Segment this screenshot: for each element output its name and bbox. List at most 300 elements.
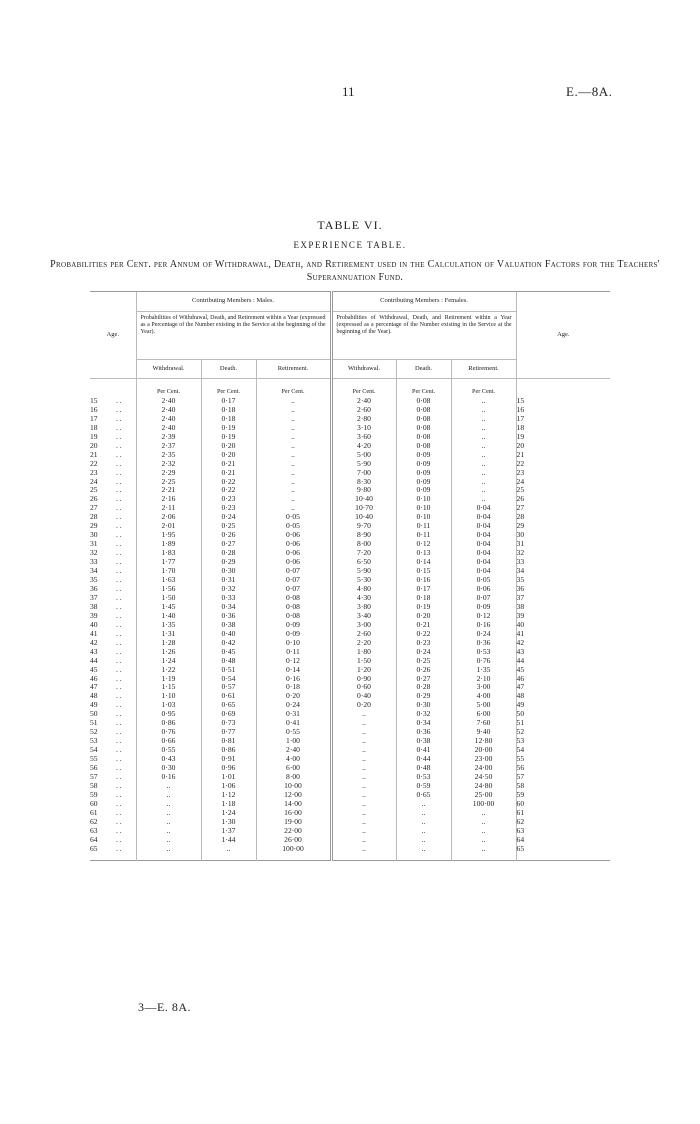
age-cell: 15 (90, 395, 98, 405)
males-withdrawal-cell: 2·39 (136, 433, 201, 442)
males-death-cell: 1·30 (201, 818, 256, 827)
females-withdrawal-cell: 5·00 (331, 451, 396, 460)
females-death-cell: 0·08 (396, 424, 451, 433)
males-withdrawal-cell: 1·70 (136, 567, 201, 576)
leader-dots: . . (116, 476, 122, 486)
males-death-cell: 0·65 (201, 701, 256, 710)
males-retirement-cell: .. (256, 442, 331, 451)
males-death-cell: 0·28 (201, 549, 256, 558)
age-header: Age. (90, 292, 136, 379)
males-withdrawal-cell: 0·95 (136, 710, 201, 719)
females-retirement-cell: 0·07 (451, 594, 516, 603)
age-cell: 21 (90, 449, 98, 459)
females-retirement-cell: 0·04 (451, 531, 516, 540)
age-cell-right: 55 (516, 755, 610, 764)
females-retirement-cell: .. (451, 469, 516, 478)
males-withdrawal-cell: 2·11 (136, 504, 201, 513)
females-withdrawal-cell: .. (331, 755, 396, 764)
males-death-cell: 0·69 (201, 710, 256, 719)
males-retirement-cell: 0·08 (256, 612, 331, 621)
age-cell: 41 (90, 628, 98, 638)
males-retirement-cell: 4·00 (256, 755, 331, 764)
footer-code: 3—E. 8A. (138, 1000, 191, 1014)
age-cell-right: 42 (516, 639, 610, 648)
females-death-cell: 0·11 (396, 522, 451, 531)
age-cell: 22 (90, 458, 98, 468)
males-withdrawal-cell: .. (136, 800, 201, 809)
age-cell: 35 (90, 575, 98, 585)
males-withdrawal-cell: 1·40 (136, 612, 201, 621)
males-description: Probabilities of Withdrawal, Death, and Retirement within a Year (expressed as a Percentage of the Number existing in the Service at the beginning of the Year). (136, 312, 331, 360)
leader-dots: . . (116, 440, 122, 450)
females-death-cell: 0·25 (396, 657, 451, 666)
males-withdrawal-cell: .. (136, 845, 201, 860)
age-cell-right: 39 (516, 612, 610, 621)
females-withdrawal-cell: 2·80 (331, 415, 396, 424)
females-withdrawal-cell: .. (331, 728, 396, 737)
females-description: Probabilities of Withdrawal, Death, and Retirement within a Year (expressed as a percentage of the Number existing in the Service at the beginning of the Year). (331, 312, 516, 360)
females-death-cell: 0·12 (396, 540, 451, 549)
females-death-cell: 0·32 (396, 710, 451, 719)
females-death-cell: 0·27 (396, 675, 451, 684)
age-cell-right: 38 (516, 603, 610, 612)
females-death-cell: 0·09 (396, 486, 451, 495)
females-withdrawal-cell: 8·90 (331, 531, 396, 540)
age-cell: 62 (90, 816, 98, 826)
females-retirement-cell: 0·04 (451, 567, 516, 576)
males-retirement-cell: 6·00 (256, 764, 331, 773)
males-death-cell: 0·31 (201, 576, 256, 585)
leader-dots: . . (116, 619, 122, 629)
males-retirement-cell: .. (256, 495, 331, 504)
males-death-cell: 0·42 (201, 639, 256, 648)
males-withdrawal-cell: 1·31 (136, 630, 201, 639)
females-retirement-cell: .. (451, 415, 516, 424)
table-description: Probabilities per Cent. per Annum of Withdrawal, Death, and Retirement used in the Calculation of Valuation Factors for the Teachers' Superannuation Fund. (50, 259, 660, 283)
leader-dots: . . (116, 413, 122, 423)
age-cell-right: 37 (516, 594, 610, 603)
males-withdrawal-cell: 2·40 (136, 406, 201, 415)
unit-label: Per Cent. (331, 379, 396, 397)
leader-dots: . . (116, 566, 122, 576)
females-withdrawal-cell: 0·40 (331, 692, 396, 701)
males-withdrawal-cell: 1·28 (136, 639, 201, 648)
leader-dots: . . (116, 395, 122, 405)
females-retirement-cell: .. (451, 809, 516, 818)
age-cell: 48 (90, 691, 98, 701)
table-row (90, 845, 610, 860)
females-death-cell: 0·09 (396, 451, 451, 460)
leader-dots: . . (116, 709, 122, 719)
males-retirement-cell: 0·14 (256, 666, 331, 675)
age-cell-right: 34 (516, 567, 610, 576)
age-cell: 19 (90, 431, 98, 441)
males-retirement-cell: 14·00 (256, 800, 331, 809)
females-withdrawal-cell: .. (331, 791, 396, 800)
females-withdrawal-cell: 3·10 (331, 424, 396, 433)
females-retirement-cell: .. (451, 827, 516, 836)
females-death-cell: 0·65 (396, 791, 451, 800)
leader-dots: . . (116, 601, 122, 611)
males-retirement-cell: 0·06 (256, 549, 331, 558)
males-retirement-cell: 0·09 (256, 630, 331, 639)
table-subtitle: EXPERIENCE TABLE. (293, 240, 407, 250)
age-cell: 47 (90, 682, 98, 692)
leader-dots: . . (116, 530, 122, 540)
females-retirement-cell: 0·04 (451, 513, 516, 522)
age-cell-right: 54 (516, 746, 610, 755)
leader-dots: . . (116, 431, 122, 441)
females-retirement-cell: 0·16 (451, 621, 516, 630)
females-death-header: Death. (396, 360, 451, 379)
leader-dots: . . (116, 763, 122, 773)
age-cell-right: 24 (516, 478, 610, 487)
females-withdrawal-cell: .. (331, 836, 396, 845)
unit-label: Per Cent. (451, 379, 516, 397)
age-cell-right: 47 (516, 683, 610, 692)
males-withdrawal-cell: 2·35 (136, 451, 201, 460)
leader-dots: . . (116, 646, 122, 656)
age-cell-right: 63 (516, 827, 610, 836)
age-cell: 37 (90, 592, 98, 602)
age-cell: 20 (90, 440, 98, 450)
females-retirement-cell: 0·04 (451, 540, 516, 549)
age-cell-right: 62 (516, 818, 610, 827)
leader-dots: . . (116, 404, 122, 414)
females-withdrawal-cell: 1·20 (331, 666, 396, 675)
females-retirement-cell: 24·50 (451, 773, 516, 782)
males-retirement-cell: 0·09 (256, 621, 331, 630)
age-cell-right: 30 (516, 531, 610, 540)
females-death-cell: 0·21 (396, 621, 451, 630)
leader-dots: . . (116, 422, 122, 432)
females-death-cell: 0·26 (396, 666, 451, 675)
males-retirement-cell: 1·00 (256, 737, 331, 746)
males-withdrawal-cell: .. (136, 782, 201, 791)
age-cell: 55 (90, 754, 98, 764)
females-retirement-cell: 1·35 (451, 666, 516, 675)
females-retirement-cell: .. (451, 433, 516, 442)
males-death-cell: 0·73 (201, 719, 256, 728)
age-cell: 52 (90, 727, 98, 737)
age-cell-right: 50 (516, 710, 610, 719)
females-death-cell: 0·38 (396, 737, 451, 746)
females-withdrawal-cell: 2·20 (331, 639, 396, 648)
page-number: 11 (342, 84, 355, 99)
males-death-cell: 0·25 (201, 522, 256, 531)
leader-dots: . . (116, 816, 122, 826)
females-retirement-cell: .. (451, 460, 516, 469)
females-death-cell: 0·09 (396, 478, 451, 487)
age-cell-right: 19 (516, 433, 610, 442)
males-withdrawal-cell: 1·63 (136, 576, 201, 585)
males-death-cell: 0·21 (201, 469, 256, 478)
females-death-cell: 0·48 (396, 764, 451, 773)
males-death-cell: 0·96 (201, 764, 256, 773)
males-withdrawal-cell: 2·29 (136, 469, 201, 478)
males-death-cell: 0·81 (201, 737, 256, 746)
males-retirement-cell: 0·06 (256, 540, 331, 549)
leader-dots: . . (116, 780, 122, 790)
females-death-cell: .. (396, 809, 451, 818)
age-cell: 57 (90, 771, 98, 781)
females-withdrawal-cell: 6·50 (331, 558, 396, 567)
females-retirement-cell: 5·00 (451, 701, 516, 710)
age-cell: 60 (90, 798, 98, 808)
females-retirement-cell: 0·04 (451, 549, 516, 558)
leader-dots: . . (116, 807, 122, 817)
males-retirement-cell: .. (256, 451, 331, 460)
leader-dots: . . (116, 485, 122, 495)
males-withdrawal-cell: 1·24 (136, 657, 201, 666)
age-cell-right: 16 (516, 406, 610, 415)
males-withdrawal-header: Withdrawal. (136, 360, 201, 379)
age-cell-right: 36 (516, 585, 610, 594)
females-retirement-cell: 6·00 (451, 710, 516, 719)
males-retirement-cell: 100·00 (256, 845, 331, 860)
males-withdrawal-cell: .. (136, 791, 201, 800)
males-death-cell: 1·24 (201, 809, 256, 818)
males-withdrawal-cell: 1·26 (136, 648, 201, 657)
females-withdrawal-cell: 9·70 (331, 522, 396, 531)
males-retirement-cell: .. (256, 406, 331, 415)
females-withdrawal-cell: 2·40 (331, 397, 396, 406)
females-withdrawal-cell: 7·20 (331, 549, 396, 558)
age-cell-right: 52 (516, 728, 610, 737)
age-cell-right: 31 (516, 540, 610, 549)
females-retirement-header: Retirement. (451, 360, 516, 379)
males-death-cell: 1·12 (201, 791, 256, 800)
unit-label: Per Cent. (396, 379, 451, 397)
females-withdrawal-cell: .. (331, 800, 396, 809)
males-retirement-cell: .. (256, 504, 331, 513)
males-withdrawal-cell: 1·19 (136, 675, 201, 684)
age-cell-right: 35 (516, 576, 610, 585)
males-withdrawal-cell: 2·40 (136, 397, 201, 406)
females-withdrawal-cell: .. (331, 827, 396, 836)
females-retirement-cell: .. (451, 486, 516, 495)
males-withdrawal-cell: 2·01 (136, 522, 201, 531)
females-withdrawal-cell: 5·30 (331, 576, 396, 585)
males-retirement-cell: 0·55 (256, 728, 331, 737)
age-cell-right: 61 (516, 809, 610, 818)
males-death-cell: .. (201, 845, 256, 860)
age-cell: 54 (90, 745, 98, 755)
females-death-cell: 0·59 (396, 782, 451, 791)
males-death-cell: 0·17 (201, 397, 256, 406)
males-death-cell: 0·40 (201, 630, 256, 639)
males-retirement-cell: 8·00 (256, 773, 331, 782)
age-cell: 23 (90, 467, 98, 477)
males-withdrawal-cell: 1·50 (136, 594, 201, 603)
age-cell: 49 (90, 700, 98, 710)
females-retirement-cell: 4·00 (451, 692, 516, 701)
age-cell: 39 (90, 610, 98, 620)
age-cell-right: 51 (516, 719, 610, 728)
age-cell: 27 (90, 503, 98, 513)
females-death-cell: 0·08 (396, 433, 451, 442)
females-retirement-cell: 0·04 (451, 558, 516, 567)
females-retirement-cell: 3·00 (451, 683, 516, 692)
age-cell-right: 26 (516, 495, 610, 504)
age-cell-right: 29 (516, 522, 610, 531)
leader-dots: . . (116, 539, 122, 549)
males-retirement-cell: .. (256, 469, 331, 478)
age-cell-right: 60 (516, 800, 610, 809)
females-death-cell: 0·09 (396, 460, 451, 469)
females-withdrawal-cell: 9·80 (331, 486, 396, 495)
females-death-cell: 0·08 (396, 442, 451, 451)
males-retirement-cell: .. (256, 433, 331, 442)
females-retirement-cell: 0·09 (451, 603, 516, 612)
males-death-cell: 0·38 (201, 621, 256, 630)
males-retirement-cell: 22·00 (256, 827, 331, 836)
leader-dots: . . (116, 736, 122, 746)
females-retirement-cell: 100·00 (451, 800, 516, 809)
females-withdrawal-cell: .. (331, 710, 396, 719)
males-retirement-cell: 0·07 (256, 576, 331, 585)
females-withdrawal-cell: 0·20 (331, 701, 396, 710)
males-retirement-cell: .. (256, 460, 331, 469)
females-death-cell: 0·34 (396, 719, 451, 728)
males-retirement-cell: 0·20 (256, 692, 331, 701)
leader-dots: . . (116, 592, 122, 602)
males-death-cell: 0·32 (201, 585, 256, 594)
age-cell-right: 57 (516, 773, 610, 782)
age-cell: 61 (90, 807, 98, 817)
females-death-cell: 0·28 (396, 683, 451, 692)
leader-dots: . . (116, 771, 122, 781)
age-cell: 45 (90, 664, 98, 674)
females-retirement-cell: 0·76 (451, 657, 516, 666)
age-cell-right: 15 (516, 397, 610, 406)
males-retirement-cell: 0·06 (256, 558, 331, 567)
males-withdrawal-cell: 0·66 (136, 737, 201, 746)
females-death-cell: 0·10 (396, 513, 451, 522)
males-withdrawal-cell: 2·06 (136, 513, 201, 522)
males-withdrawal-cell: 1·77 (136, 558, 201, 567)
age-cell: 42 (90, 637, 98, 647)
females-withdrawal-cell: .. (331, 737, 396, 746)
males-retirement-cell: 0·18 (256, 683, 331, 692)
females-retirement-cell: .. (451, 478, 516, 487)
leader-dots: . . (116, 843, 122, 853)
males-retirement-cell: 0·10 (256, 639, 331, 648)
leader-dots: . . (116, 637, 122, 647)
males-retirement-cell: .. (256, 478, 331, 487)
males-death-cell: 0·20 (201, 451, 256, 460)
females-withdrawal-cell: 5·90 (331, 567, 396, 576)
males-retirement-cell: 0·31 (256, 710, 331, 719)
males-death-header: Death. (201, 360, 256, 379)
males-retirement-cell: .. (256, 415, 331, 424)
leader-dots: . . (116, 834, 122, 844)
males-death-cell: 0·61 (201, 692, 256, 701)
age-cell-right: 46 (516, 675, 610, 684)
males-withdrawal-cell: 0·76 (136, 728, 201, 737)
males-death-cell: 1·06 (201, 782, 256, 791)
males-withdrawal-cell: 1·22 (136, 666, 201, 675)
age-cell-right: 44 (516, 657, 610, 666)
males-retirement-header: Retirement. (256, 360, 331, 379)
leader-dots: . . (116, 610, 122, 620)
age-cell-right: 33 (516, 558, 610, 567)
males-death-cell: 0·18 (201, 406, 256, 415)
females-death-cell: 0·08 (396, 415, 451, 424)
females-withdrawal-cell: 4·80 (331, 585, 396, 594)
females-death-cell: .. (396, 818, 451, 827)
males-withdrawal-cell: .. (136, 836, 201, 845)
males-death-cell: 0·34 (201, 603, 256, 612)
females-withdrawal-cell: 2·60 (331, 406, 396, 415)
leader-dots: . . (116, 449, 122, 459)
males-retirement-cell: 0·16 (256, 675, 331, 684)
females-withdrawal-cell: 3·60 (331, 433, 396, 442)
leader-dots: . . (116, 494, 122, 504)
females-retirement-cell: 2·10 (451, 675, 516, 684)
males-retirement-cell: 0·24 (256, 701, 331, 710)
males-death-cell: 0·48 (201, 657, 256, 666)
females-retirement-cell: 0·53 (451, 648, 516, 657)
males-retirement-cell: 0·12 (256, 657, 331, 666)
females-withdrawal-cell: 10·40 (331, 513, 396, 522)
age-cell: 29 (90, 521, 98, 531)
males-retirement-cell: 0·11 (256, 648, 331, 657)
females-death-cell: 0·16 (396, 576, 451, 585)
males-death-cell: 0·91 (201, 755, 256, 764)
males-withdrawal-cell: .. (136, 827, 201, 836)
females-retirement-cell: .. (451, 406, 516, 415)
leader-dots: . . (116, 682, 122, 692)
leader-dots: . . (116, 575, 122, 585)
females-retirement-cell: 24·00 (451, 764, 516, 773)
males-retirement-cell: 0·05 (256, 513, 331, 522)
males-withdrawal-cell: .. (136, 818, 201, 827)
age-cell-right: 32 (516, 549, 610, 558)
females-death-cell: 0·10 (396, 495, 451, 504)
age-cell-right: 20 (516, 442, 610, 451)
age-cell-right: 43 (516, 648, 610, 657)
males-withdrawal-cell: 2·21 (136, 486, 201, 495)
males-death-cell: 0·22 (201, 486, 256, 495)
leader-dots: . . (116, 673, 122, 683)
males-retirement-cell: 0·08 (256, 603, 331, 612)
males-death-cell: 0·18 (201, 415, 256, 424)
females-death-cell: .. (396, 800, 451, 809)
females-death-cell: 0·08 (396, 406, 451, 415)
males-death-cell: 0·21 (201, 460, 256, 469)
males-withdrawal-cell: 0·55 (136, 746, 201, 755)
males-retirement-cell: .. (256, 424, 331, 433)
leader-dots: . . (116, 718, 122, 728)
unit-label: Per Cent. (136, 379, 201, 397)
females-retirement-cell: 12·80 (451, 737, 516, 746)
females-death-cell: 0·14 (396, 558, 451, 567)
females-death-cell: .. (396, 845, 451, 860)
males-retirement-cell: 0·06 (256, 531, 331, 540)
age-cell: 24 (90, 476, 98, 486)
females-withdrawal-cell: .. (331, 809, 396, 818)
females-death-cell: 0·17 (396, 585, 451, 594)
females-withdrawal-cell: 4·20 (331, 442, 396, 451)
males-withdrawal-cell: 1·45 (136, 603, 201, 612)
leader-dots: . . (116, 745, 122, 755)
females-withdrawal-cell: 3·40 (331, 612, 396, 621)
males-death-cell: 0·23 (201, 504, 256, 513)
females-death-cell: .. (396, 836, 451, 845)
age-cell-right: 17 (516, 415, 610, 424)
females-retirement-cell: 0·05 (451, 576, 516, 585)
